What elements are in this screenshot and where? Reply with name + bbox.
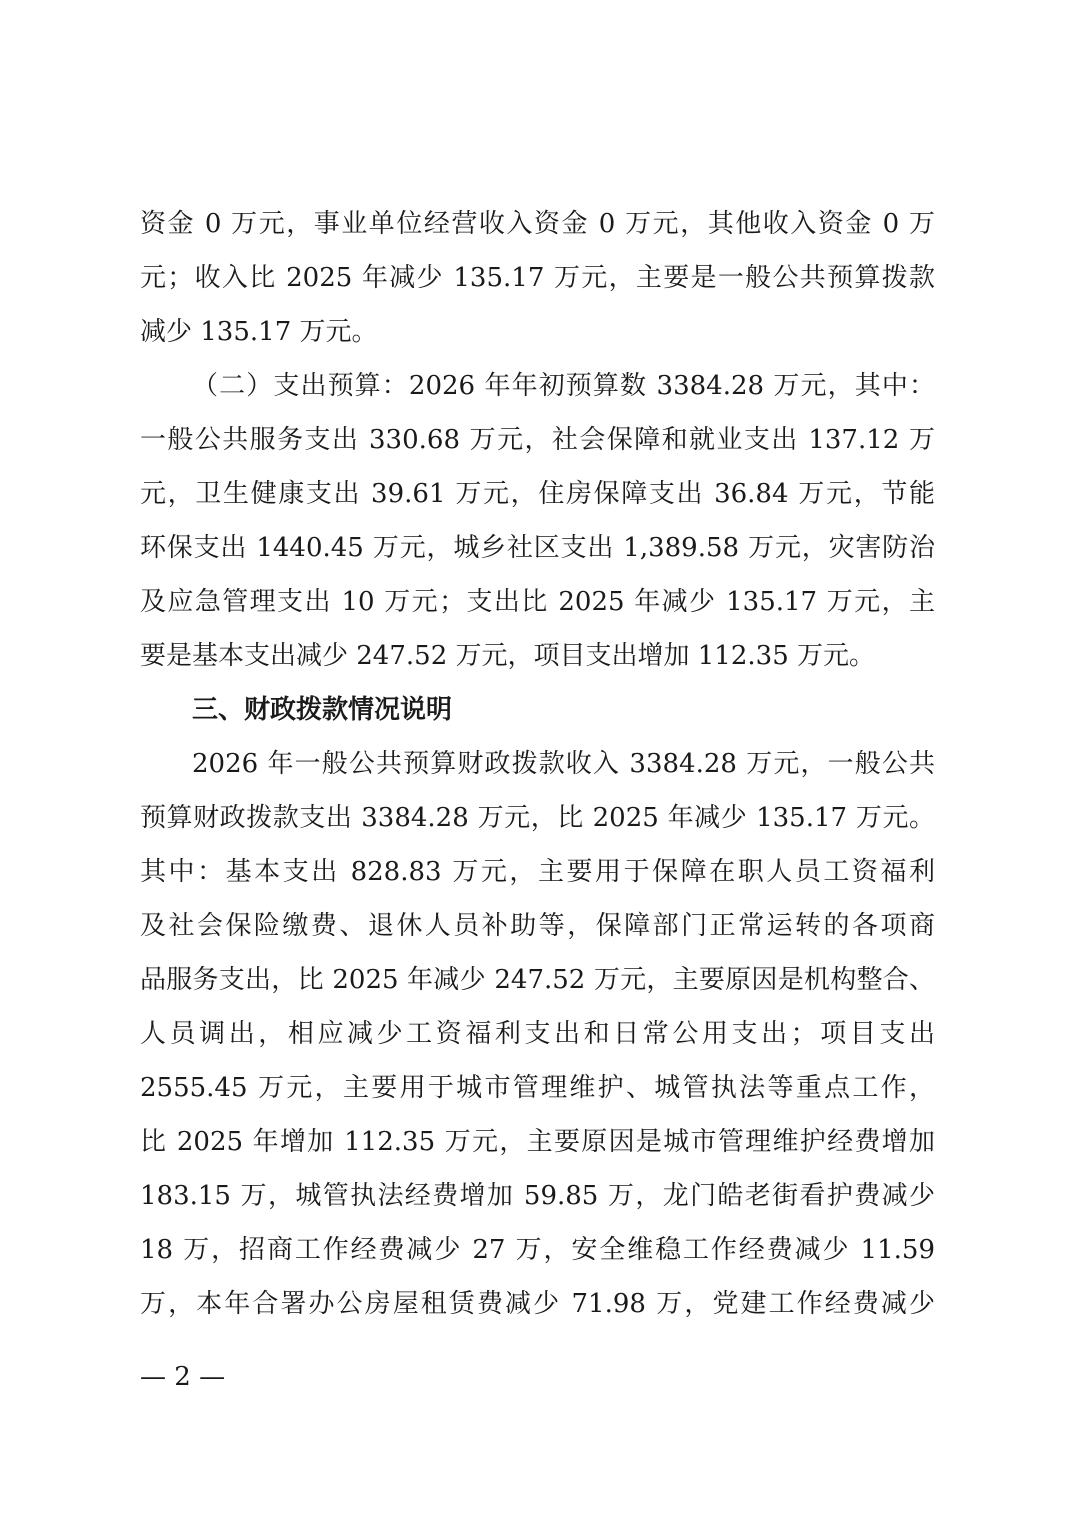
paragraph-line: 其中：基本支出 828.83 万元，主要用于保障在职人员工资福利 bbox=[140, 857, 935, 887]
paragraph-line: 预算财政拨款支出 3384.28 万元，比 2025 年减少 135.17 万元。 bbox=[140, 803, 935, 833]
paragraph-line: 比 2025 年增加 112.35 万元，主要原因是城市管理维护经费增加 bbox=[140, 1127, 935, 1157]
paragraph-line: 人员调出，相应减少工资福利支出和日常公用支出；项目支出 bbox=[140, 1019, 935, 1049]
paragraph-line: 一般公共服务支出 330.68 万元，社会保障和就业支出 137.12 万 bbox=[140, 425, 935, 455]
paragraph-line: 183.15 万，城管执法经费增加 59.85 万，龙门皓老街看护费减少 bbox=[140, 1181, 935, 1211]
paragraph-line: 2026 年一般公共预算财政拨款收入 3384.28 万元，一般公共 bbox=[192, 749, 935, 779]
paragraph-line: 及应急管理支出 10 万元；支出比 2025 年减少 135.17 万元，主 bbox=[140, 587, 935, 617]
paragraph-line: 元；收入比 2025 年减少 135.17 万元，主要是一般公共预算拨款 bbox=[140, 263, 935, 293]
paragraph-line: 2555.45 万元，主要用于城市管理维护、城管执法等重点工作， bbox=[140, 1073, 935, 1103]
page-number: — 2 — bbox=[140, 1362, 226, 1392]
paragraph-line: 元，卫生健康支出 39.61 万元，住房保障支出 36.84 万元，节能 bbox=[140, 479, 935, 509]
paragraph-line: 资金 0 万元，事业单位经营收入资金 0 万元，其他收入资金 0 万 bbox=[140, 209, 935, 239]
section-heading: 三、财政拨款情况说明 bbox=[192, 695, 453, 725]
paragraph-line: 及社会保险缴费、退休人员补助等，保障部门正常运转的各项商 bbox=[140, 911, 935, 941]
paragraph-line: 品服务支出，比 2025 年减少 247.52 万元，主要原因是机构整合、 bbox=[140, 965, 935, 995]
paragraph-line: 减少 135.17 万元。 bbox=[140, 317, 378, 347]
paragraph-line: 要是基本支出减少 247.52 万元，项目支出增加 112.35 万元。 bbox=[140, 641, 876, 671]
paragraph-line: 18 万，招商工作经费减少 27 万，安全维稳工作经费减少 11.59 bbox=[140, 1235, 935, 1265]
paragraph-line: 万，本年合署办公房屋租赁费减少 71.98 万，党建工作经费减少 bbox=[140, 1289, 935, 1319]
paragraph-line: 环保支出 1440.45 万元，城乡社区支出 1,389.58 万元，灾害防治 bbox=[140, 533, 935, 563]
paragraph-line: （二）支出预算：2026 年年初预算数 3384.28 万元，其中： bbox=[192, 371, 935, 401]
